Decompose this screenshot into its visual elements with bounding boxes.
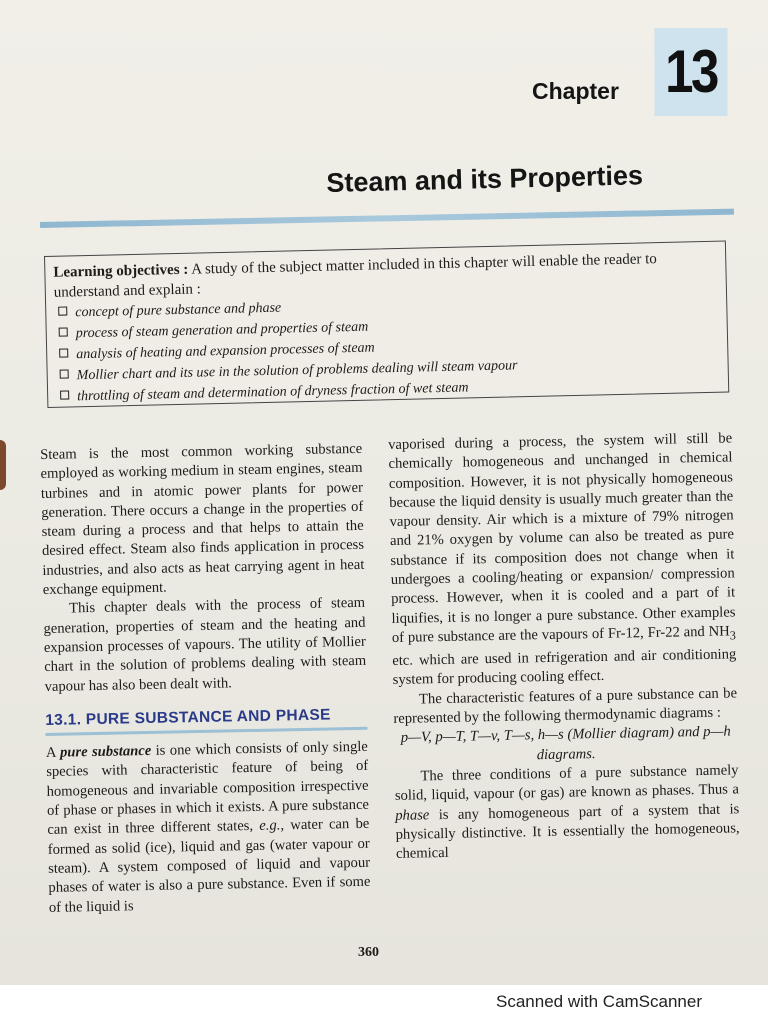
phase-paragraph: The three conditions of a pure substance namely solid, liquid, vapour (or gas) are known as phases. Thus a phase is any homogeneous part of a system that is physically distinctive. It is essentially the homogeneous, chemical [394, 762, 740, 863]
term-phase: phase [395, 806, 430, 824]
section-heading: 13.1. PURE SUBSTANCE AND PHASE [45, 705, 367, 736]
list-item: process of steam generation and properties of steam [59, 309, 719, 345]
diagrams-paragraph: The characteristic features of a pure substance can be represented by the following thermodynamic diagrams : [393, 685, 738, 728]
list-item: throttling of steam and determination of dryness fraction of wet steam [60, 372, 720, 408]
scanner-watermark: Scanned with CamScanner [496, 992, 703, 1011]
objectives-list [54, 288, 720, 408]
list-item: concept of pure substance and phase [58, 288, 718, 324]
continuation-paragraph: vaporised during a process, the system will still be chemically homogeneous and unchanged in chemical composition. However, it is not physically homogeneous because the liquid density is usually much greater than the vapour density. Air which is a mixture of 79% nitrogen and 21% oxygen by volume can also be treated as pure substance if its composition does not change when it undergoes a cooling/heating or expansion/ compression process. However, when it is cooled and a part of it liquifies, it is no longer a pure substance. Other examples of pure substance are the vapours of Fr-12, Fr-22 and $NH_3$ etc. which are used in refrigeration and air conditioning system for producing cooling effect. [388, 430, 737, 689]
objectives-intro-text: A study of the subject matter included in this chapter will enable the reader to understand and explain : [53, 251, 658, 301]
chapter-title: Steam and its Properties [326, 160, 644, 198]
chapter-label: Chapter [532, 78, 619, 104]
binding-edge [0, 440, 6, 490]
checkbox-icon [59, 348, 68, 357]
chapter-number: 13 [654, 28, 727, 116]
learning-objectives-box [44, 241, 729, 408]
intro-paragraph: Steam is the most common working substance employed as working medium in steam engines, steam turbines and in atomic power plants for power generation. There occurs a change in the properties of steam during a process and that helps to attain the desired effect. Steam also finds application in process industries, and also acts as heat carrying agent in heat exchange equipment. [40, 440, 365, 599]
left-column [40, 440, 371, 918]
title-underline [40, 209, 734, 228]
term-pure-substance: pure substance [59, 743, 152, 761]
checkbox-icon [59, 327, 68, 336]
right-column [388, 429, 740, 864]
checkbox-icon [60, 369, 69, 378]
scope-paragraph: This chapter deals with the process of steam generation, properties of steam and the heating and expansion processes of vapours. The utility of Mollier chart in the solution of problems dealing with steam vapour has also been dealt with. [43, 595, 367, 695]
checkbox-icon [58, 306, 67, 315]
objectives-heading: Learning objectives : [53, 261, 189, 281]
page-number: 360 [358, 945, 379, 960]
diagram-list: p—V, p—T, T—v, T—s, h—s (Mollier diagram) and p—h diagrams. [400, 723, 731, 763]
checkbox-icon [60, 390, 69, 399]
list-item: analysis of heating and expansion processes of steam [59, 330, 719, 366]
list-item: Mollier chart and its use in the solution of problems dealing will steam vapour [59, 351, 719, 387]
pure-substance-paragraph: A pure substance is one which consists of only single species with characteristic feature of being of homogeneous and invariable composition irrespective of phase or phases in which it exists. A pure substance can exist in three different states, e.g., water can be formed as solid (ice), liquid and gas (water vapour or steam). A system composed of liquid and vapour phases of water is also a pure substance. Even if some of the liquid is [45, 738, 371, 916]
